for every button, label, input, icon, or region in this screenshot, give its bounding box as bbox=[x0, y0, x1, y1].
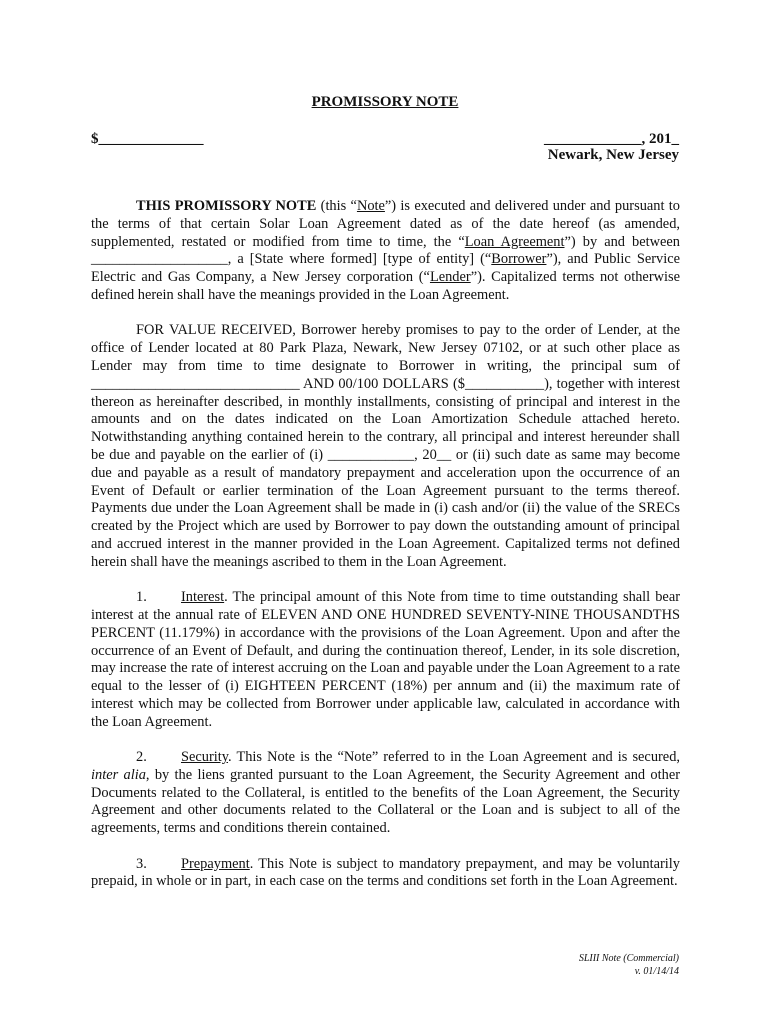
inter-alia-text: inter alia bbox=[91, 766, 146, 783]
document-title: PROMISSORY NOTE bbox=[311, 94, 459, 110]
footer-line-1: SLIII Note (Commercial) bbox=[578, 953, 679, 964]
intro-text-1: (this “ bbox=[316, 198, 357, 214]
intro-paragraph bbox=[91, 198, 680, 305]
document-body bbox=[91, 198, 680, 909]
section-prepayment bbox=[91, 856, 680, 892]
date-blank: _____________, 201_ bbox=[544, 131, 679, 147]
section-number: 1. bbox=[136, 589, 147, 606]
place-line: Newark, New Jersey bbox=[547, 147, 679, 163]
intro-text-3: ”) by and between ___________________, a [State where formed] [type of entity] (“ bbox=[91, 233, 680, 268]
section-text: . This Note is the “Note” referred to in the Loan Agreement and is secured, bbox=[228, 749, 680, 766]
section-number: 2. bbox=[136, 749, 147, 766]
value-received-paragraph: FOR VALUE RECEIVED, Borrower hereby promises to pay to the order of Lender, at the office of Lender located at 80 Park Plaza, Newark, New Jersey 07102, or at such other place as Lender may from time to time designate to Borrower in writing, the principal sum of _____________________________ AND 00/100 DOLLARS ($___________), together with interest thereon as hereinafter described, in monthly installments, consisting of principal and interest in the amounts and on the dates indicated on the Loan Amortization Schedule attached hereto. Notwithstanding anything contained herein to the contrary, all principal and interest hereunder shall be due and payable on the earlier of (i) ____________, 20__ or (ii) such date as same may become due and payable as a result of mandatory prepayment and acceleration upon the occurrence of an Event of Default or earlier termination of the Loan Agreement pursuant to the terms thereof. Payments due under the Loan Agreement shall be made in (i) cash and/or (ii) the value of the SRECs created by the Project which are used by Borrower to pay down the outstanding amount of principal and accrued interest in the manner provided in the Loan Agreement. Capitalized terms not defined herein shall have the meanings ascribed to them in the Loan Agreement. bbox=[91, 322, 680, 570]
defined-term-note: Note bbox=[356, 198, 385, 214]
section-text: . The principal amount of this Note from time to time outstanding shall bear interest at the annual rate of ELEVEN AND ONE HUNDRED SEVENTY-NINE THOUSANDTHS PERCENT (11.179%) in accordance with the provisions of the Loan Agreement. Upon and after the occurrence of an Event of Default, and during the continuation thereof, Lender, in its sole discretion, may increase the rate of interest accruing on the Loan and payable under the Loan Agreement to a rate equal to the lesser of (i) EIGHTEEN PERCENT (18%) per annum and (ii) the maximum rate of interest which may be collected from Borrower under applicable law, calculated in accordance with the Loan Agreement. bbox=[91, 589, 680, 730]
section-heading: Interest bbox=[181, 589, 225, 606]
defined-term-loan-agreement: Loan Agreement bbox=[464, 233, 565, 250]
section-text: , by the liens granted pursuant to the Loan Agreement, the Security Agreement and other Documents related to the Collateral, is entitled to the benefits of the Loan Agreement, the Security Agreement and other documents related to the Collateral or the Loan and is subject to all of the agreements, terms and conditions therein contained. bbox=[91, 766, 681, 837]
intro-text-5: ”). Capitalized terms not otherwise defined herein shall have the meanings provided in the Loan Agreement. bbox=[91, 269, 680, 303]
intro-text-2: ”) is executed and delivered under and pursuant to the terms of that certain Solar Loan Agreement dated as of the date hereof (as amended, supplemented, restated or modified from time to time, the “ bbox=[91, 198, 680, 250]
section-number: 3. bbox=[136, 855, 147, 872]
intro-text-4: ”), and Public Service Electric and Gas Company, a New Jersey corporation (“ bbox=[91, 251, 680, 286]
amount-blank: $______________ bbox=[91, 131, 204, 147]
footer-version bbox=[579, 952, 679, 978]
footer-line-2: v. 01/14/14 bbox=[634, 966, 679, 977]
intro-lead: THIS PROMISSORY NOTE bbox=[136, 198, 317, 214]
section-heading: Prepayment bbox=[181, 855, 250, 872]
defined-term-lender: Lender bbox=[429, 269, 471, 286]
defined-term-borrower: Borrower bbox=[491, 251, 547, 268]
section-interest bbox=[91, 589, 680, 731]
section-heading: Security bbox=[181, 749, 229, 766]
section-text: . This Note is subject to mandatory prepayment, and may be voluntarily prepaid, in whole or in part, in each case on the terms and conditions set forth in the Loan Agreement. bbox=[91, 855, 680, 890]
section-security bbox=[91, 749, 680, 838]
